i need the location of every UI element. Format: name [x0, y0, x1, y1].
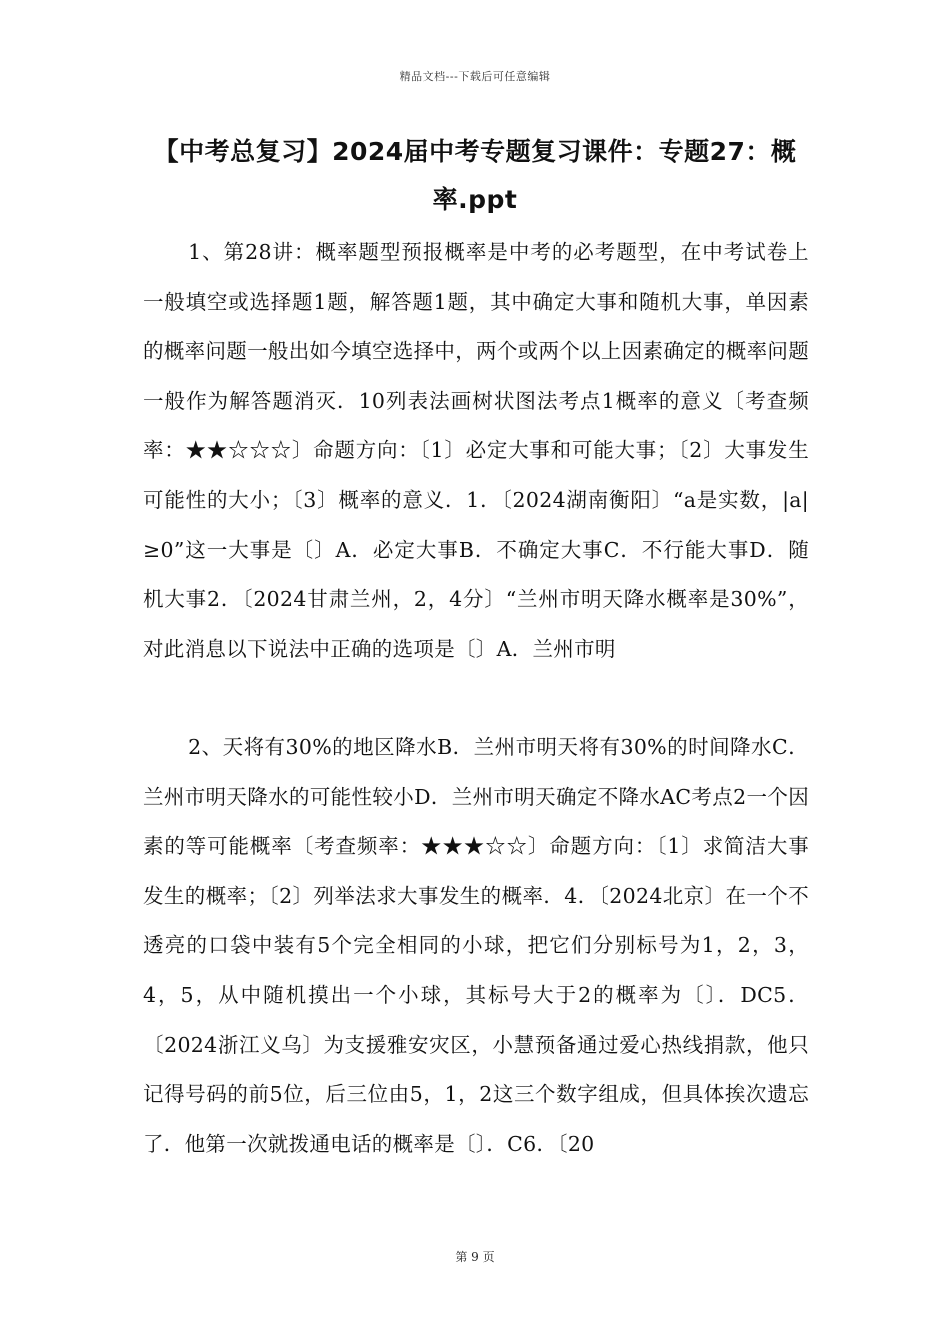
page-number: 第 9 页 [455, 1250, 495, 1264]
paragraph-1: 1、第28讲：概率题型预报概率是中考的必考题型，在中考试卷上一般填空或选择题1题，解答题1题，其中确定大事和随机大事，单因素的概率问题一般出如今填空选择中，两个或两个以上因素确定的概率问题一般作为解答题消灭．10列表法画树状图法考点1概率的意义〔考查频率：★★☆☆☆〕命题方向：〔1〕必定大事和可能大事；〔2〕大事发生可能性的大小；〔3〕概率的意义．1．〔2024湖南衡阳〕“a是实数，|a|≥0”这一大事是〔〕A．必定大事B．不确定大事C．不行能大事D．随机大事2．〔2024甘肃兰州，2，4分〕“兰州市明天降水概率是30%”，对此消息以下说法中正确的选项是〔〕A．兰州市明 [143, 240, 809, 661]
paragraph-2: 2、天将有30%的地区降水B．兰州市明天将有30%的时间降水C．兰州市明天降水的可能性较小D．兰州市明天确定不降水AC考点2一个因素的等可能概率〔考查频率：★★★☆☆〕命题方向：〔1〕求简洁大事发生的概率；〔2〕列举法求大事发生的概率．4．〔2024北京〕在一个不透亮的口袋中装有5个完全相同的小球，把它们分别标号为1，2，3，4，5，从中随机摸出一个小球，其标号大于2的概率为〔〕．DC5．〔2024浙江义乌〕为支援雅安灾区，小慧预备通过爱心热线捐款，他只记得号码的前5位，后三位由5，1，2这三个数字组成，但具体挨次遗忘了．他第一次就拨通电话的概率是〔〕．C6．〔20 [143, 735, 809, 1156]
page-header: 精品文档---下载后可任意编辑 [399, 70, 551, 83]
document-title: 【中考总复习】2024届中考专题复习课件：专题27：概率.ppt [153, 137, 797, 214]
